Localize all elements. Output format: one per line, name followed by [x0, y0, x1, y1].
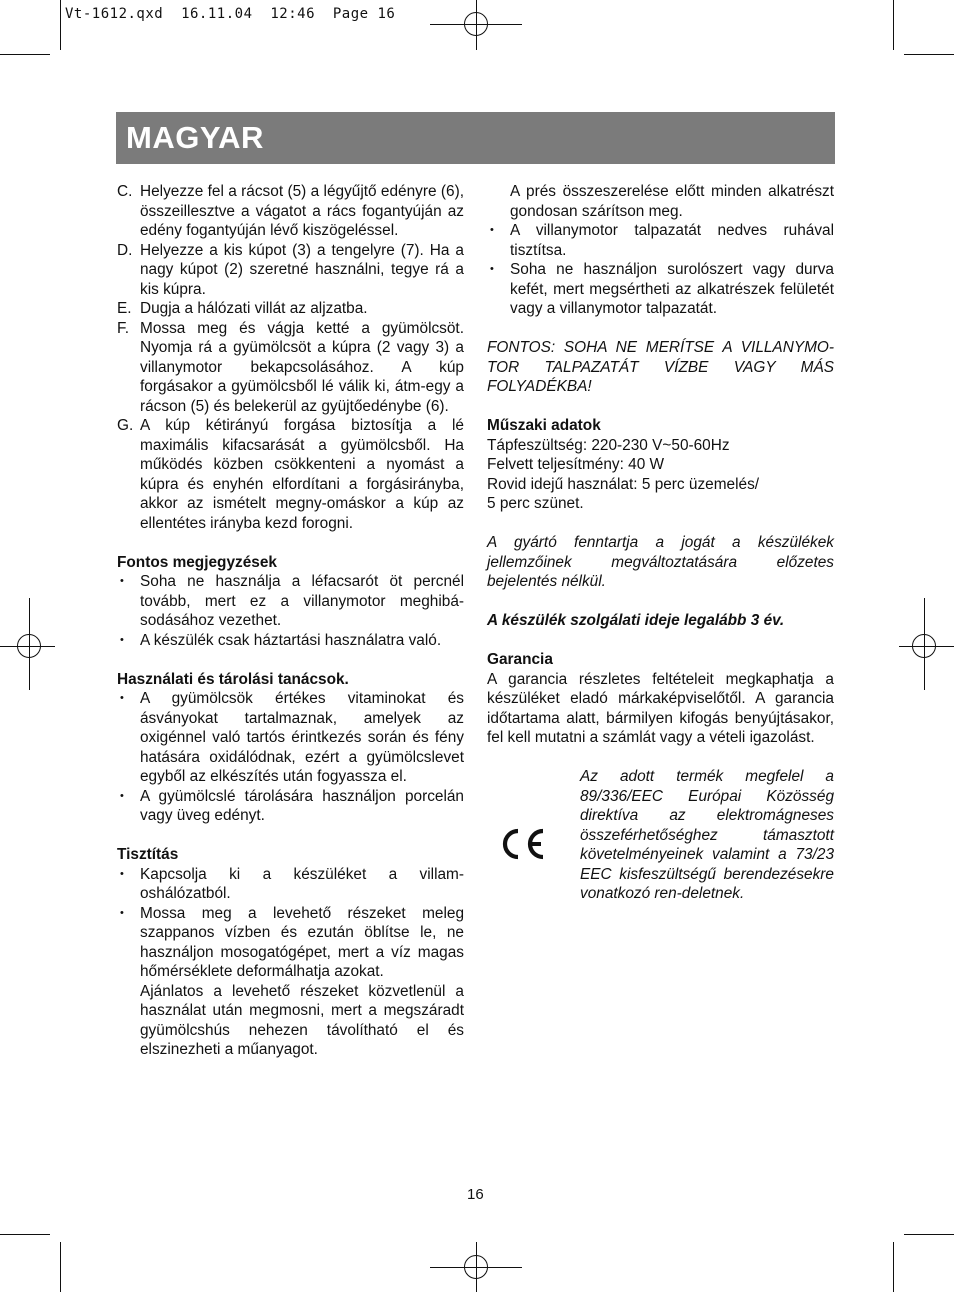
- cleaning-continuation-right: A prés összeszerelése előtt minden alkatrészt gondosan szárítson meg.: [510, 183, 834, 220]
- list-item: • Mossa meg a levehető részeket meleg szappanos vízben és ezután öblítse le, ne használjon mosogatógépet, mert a víz magas hőmérséklete deformálhatja azokat.: [120, 904, 464, 980]
- list-item: • Kapcsolja ki a készüléket a villam-oshálózatból.: [120, 865, 464, 902]
- list-item: • A villanymotor talpazatát nedves ruhával tisztítsa.: [490, 222, 834, 259]
- list-item: • A készülék csak háztartási használatra való.: [120, 631, 442, 649]
- warranty-text: A garancia részletes feltételeit megkaphatja a készüléket eladó márkaképviselőtől. A garancia időtartama alatt, bármilyen kifogás benyújtásakor, fel kell mutatni a számlát vagy a vételi igazolást.: [487, 670, 834, 746]
- ce-compliance-block: [487, 767, 834, 927]
- bullet-icon: •: [120, 575, 124, 587]
- step-label: F.: [117, 319, 129, 337]
- right-column: [487, 182, 834, 927]
- step-label: D.: [117, 241, 133, 259]
- step-text: Helyezze a kis kúpot (3) a tengelyre (7). Ha a nagy kúpot (2) szeretné használni, tegye rá a kis kúpra.: [140, 241, 464, 298]
- spec-line: Rovid idejű használat: 5 perc üzemelés/: [487, 475, 760, 493]
- page-title: MAGYAR: [126, 120, 264, 155]
- step-c: [117, 182, 464, 241]
- step-e: [117, 299, 464, 319]
- step-f: [117, 319, 464, 417]
- bullet-icon: •: [490, 263, 494, 275]
- page-number: 16: [467, 1186, 484, 1203]
- spec-line: Felvett teljesítmény: 40 W: [487, 456, 665, 473]
- step-label: G.: [117, 417, 134, 434]
- warning-text: FONTOS: SOHA NE MERÍTSE A VILLANYMO-TOR TALPAZATÁT VÍZBE VAGY MÁS FOLYADÉKBA!: [487, 339, 834, 395]
- bullet-icon: •: [490, 224, 494, 236]
- ce-compliance-text: Az adott termék megfelel a 89/336/EEC Európai Közösség direktíva az elektromágneses összeférhetőséghez támasztott követelményeinek valamint a 73/23 EEC kisfeszültségű berendezésekre vonatkozó ren-deletnek.: [580, 768, 834, 902]
- list-item: • A gyümölcsök értékes vitaminokat és ásványokat tartalmaznak, amelyek az oxigénnel való tartós érintkezés során és fény hatására oxidálódnak, ezért a gyümölcslevet egyből az elkészítés után fogyassza el.: [120, 690, 464, 785]
- step-d: [117, 241, 464, 300]
- warranty-heading: Garancia: [487, 651, 553, 668]
- bullet-icon: •: [120, 906, 124, 919]
- manufacturer-note: A gyártó fenntartja a jogát a készülékek jellemzőinek megváltoztatására előzetes bejelentés nélkül.: [487, 534, 834, 590]
- list-item: • Soha ne használjon surolószert vagy durva kefét, mert megsértheti az alkatrészek felületét vagy a villanymotor talpazatát.: [490, 261, 834, 317]
- print-slug: Vt-1612.qxd 16.11.04 12:46 Page 16: [65, 6, 396, 22]
- specs-heading: Műszaki adatok: [487, 417, 601, 434]
- bullet-icon: •: [120, 692, 124, 704]
- cleaning-continuation: Ajánlatos a levehető részeket közvetlenül a használat után megmosni, mert a megszáradt gyümölcshús nehezen távolítható el és elszinezheti a műanyagot.: [140, 982, 464, 1058]
- step-text: Helyezze fel a rácsot (5) a légyűjtő edényre (6), összeillesztve a vágatot a rács fogantyúján az edény fogantyúján lévő kiszögeléssel.: [140, 183, 464, 239]
- step-text: A kúp kétirányú forgása biztosítja a lé maximális kifacsarását a gyümölcsből. Ha működés közben csökkenteni a nyomást a kúpra és enyhén elfordítani a forgásirányba, akkor az ismételt megny-omáskor a kúp az ellentétes irányba kezd forogni.: [140, 417, 464, 532]
- step-g: [117, 416, 464, 533]
- step-label: C.: [117, 183, 133, 200]
- left-column: [117, 182, 464, 1060]
- list-item: • A gyümölcslé tárolására használjon porcelán vagy üveg edényt.: [120, 787, 464, 824]
- cleaning-heading: Tisztítás: [117, 846, 179, 863]
- step-text: Dugja a hálózati villát az aljzatba.: [140, 300, 368, 317]
- spec-line: 5 perc szünet.: [487, 495, 584, 512]
- bullet-icon: •: [120, 633, 124, 646]
- bullet-icon: •: [120, 867, 124, 880]
- language-header-bar: [116, 112, 835, 164]
- service-life-note: A készülék szolgálati ideje legalább 3 év.: [487, 612, 785, 629]
- step-text: Mossa meg és vágja ketté a gyümölcsöt. Nyomja rá a gyümölcsöt a kúpra (2 vagy 3) a villanymotor bekapcsolásához. A kúp forgásakor a gyümölcsből lé válik ki, átm-egy a rácson (5) és belekerül az gyüjtőedénybe (6).: [140, 319, 464, 415]
- spec-line: Tápfeszültség: 220-230 V~50-60Hz: [487, 436, 730, 454]
- notes-heading: Fontos megjegyzések: [117, 553, 277, 571]
- ce-mark-icon: [499, 827, 547, 861]
- usage-heading: Használati és tárolási tanácsok.: [117, 670, 349, 688]
- list-item: • Soha ne használja a léfacsarót öt percnél tovább, mert ez a villanymotor meghibá-sodásához vezethet.: [120, 573, 464, 629]
- bullet-icon: •: [120, 789, 124, 802]
- step-label: E.: [117, 300, 132, 317]
